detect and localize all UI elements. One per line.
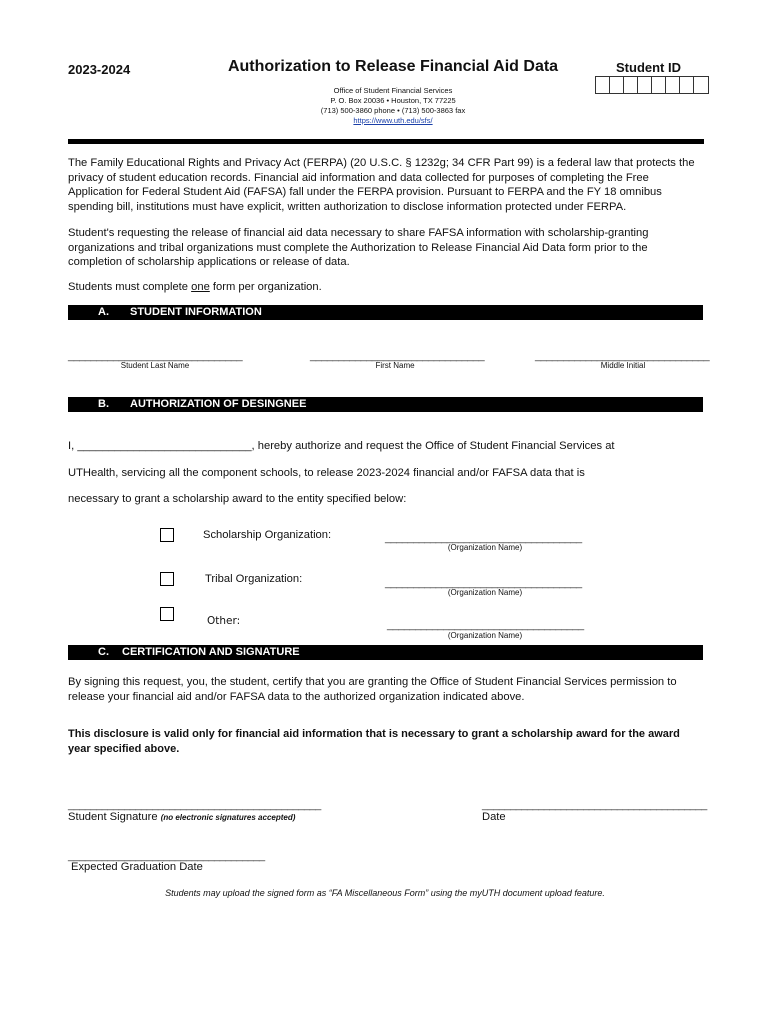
section-c-letter: C. xyxy=(98,646,109,658)
other-org-checkbox[interactable] xyxy=(160,607,174,621)
tribal-org-caption: (Organization Name) xyxy=(447,588,523,597)
section-a-header xyxy=(68,305,703,320)
section-a-letter: A. xyxy=(98,306,109,318)
student-signature-caption xyxy=(68,811,295,823)
form-year: 2023-2024 xyxy=(68,62,131,77)
section-b-letter: B. xyxy=(98,398,109,410)
release-paragraph: Student's requesting the release of financial aid data necessary to share FAFSA information with scholarship-granting organizations and tribal organizations must complete the Authorization to Release Financial Aid Data form prior to the completion of scholarship applications or release of data. xyxy=(68,227,649,268)
one-form-paragraph xyxy=(68,280,704,295)
section-c-title: CERTIFICATION AND SIGNATURE xyxy=(122,646,300,658)
student-id-label: Student ID xyxy=(616,60,681,75)
disclosure-paragraph: This disclosure is valid only for financial aid information that is necessary to grant a scholarship award for the award year specified above. xyxy=(68,728,680,755)
last-name-caption: Student Last Name xyxy=(120,361,190,370)
last-name-field[interactable]: _______________________________ xyxy=(68,350,243,362)
authorization-line-1 xyxy=(68,440,615,452)
other-org-caption: (Organization Name) xyxy=(447,631,523,640)
office-name: Office of Student Financial Services xyxy=(333,86,453,95)
scholarship-org-caption: (Organization Name) xyxy=(447,543,523,552)
scholarship-org-checkbox[interactable] xyxy=(160,528,174,542)
form-title: Authorization to Release Financial Aid Data xyxy=(227,58,559,75)
authorization-line-3: necessary to grant a scholarship award to the entity specified below: xyxy=(68,493,407,505)
middle-initial-caption: Middle Initial xyxy=(600,361,646,370)
one-form-text-after: form per organization. xyxy=(209,281,322,293)
ferpa-paragraph: The Family Educational Rights and Privacy Act (FERPA) (20 U.S.C. § 1232g; 34 CFR Part 99) is a federal law that protects the privacy of student education records. Financial aid information and data collected for purposes of completing the Free Application for Federal Student Aid (FAFSA) fall under the FERPA provision. Pursuant to FERPA and the FY 18 omnibus spending bill, institutions must have explicit, written authorization to disclose information protected under FERPA. xyxy=(68,157,695,213)
tribal-org-name-field[interactable]: ___________________________________ xyxy=(385,577,582,589)
office-website-link[interactable]: https://www.uth.edu/sfs/ xyxy=(353,116,433,125)
tribal-org-checkbox[interactable] xyxy=(160,572,174,586)
first-name-field[interactable]: _______________________________ xyxy=(310,350,485,362)
header-divider xyxy=(68,139,704,144)
section-c-header xyxy=(68,645,703,660)
student-signature-label: Student Signature xyxy=(68,811,158,823)
first-name-caption: First Name xyxy=(375,361,415,370)
scholarship-org-name-field[interactable]: ___________________________________ xyxy=(385,532,582,544)
upload-instructions: Students may upload the signed form as “FA Miscellaneous Form” using the myUTH document upload feature. xyxy=(165,888,605,898)
office-address: P. O. Box 20036 • Houston, TX 77225 xyxy=(330,96,456,105)
scholarship-org-label: Scholarship Organization: xyxy=(203,529,332,541)
other-org-name-field[interactable]: ___________________________________ xyxy=(387,619,584,631)
graduation-date-field[interactable]: ___________________________________ xyxy=(68,850,265,862)
certification-paragraph: By signing this request, you, the student, certify that you are granting the Office of Student Financial Services permission to release your financial aid and/or FAFSA data to the authorized organization indicated above. xyxy=(68,676,677,703)
student-signature-field[interactable]: _____________________________________________ xyxy=(68,799,321,811)
section-b-title: AUTHORIZATION OF DESINGNEE xyxy=(130,398,307,410)
authorization-line-2: UTHealth, servicing all the component schools, to release 2023-2024 financial and/or FAFSA data that is xyxy=(68,467,585,479)
other-org-label: Other: xyxy=(207,615,241,627)
date-field[interactable]: ________________________________________ xyxy=(482,799,707,811)
authorization-prefix: I, xyxy=(68,440,78,452)
one-form-text-before: Students must complete xyxy=(68,281,192,293)
no-electronic-signature-note: (no electronic signatures accepted) xyxy=(160,813,296,822)
date-caption: Date xyxy=(482,811,506,823)
office-phone: (713) 500-3860 phone • (713) 500-3863 fax xyxy=(320,106,466,115)
graduation-date-caption: Expected Graduation Date xyxy=(71,861,203,873)
authorization-suffix: , hereby authorize and request the Office of Student Financial Services at xyxy=(251,440,615,452)
tribal-org-label: Tribal Organization: xyxy=(205,573,303,585)
office-address-block xyxy=(0,86,770,126)
student-name-blank[interactable]: ____________________________ xyxy=(77,440,252,452)
section-b-header xyxy=(68,397,703,412)
section-a-title: STUDENT INFORMATION xyxy=(130,306,262,318)
middle-initial-field[interactable]: _______________________________ xyxy=(535,350,710,362)
one-form-emphasis: one xyxy=(191,281,210,293)
